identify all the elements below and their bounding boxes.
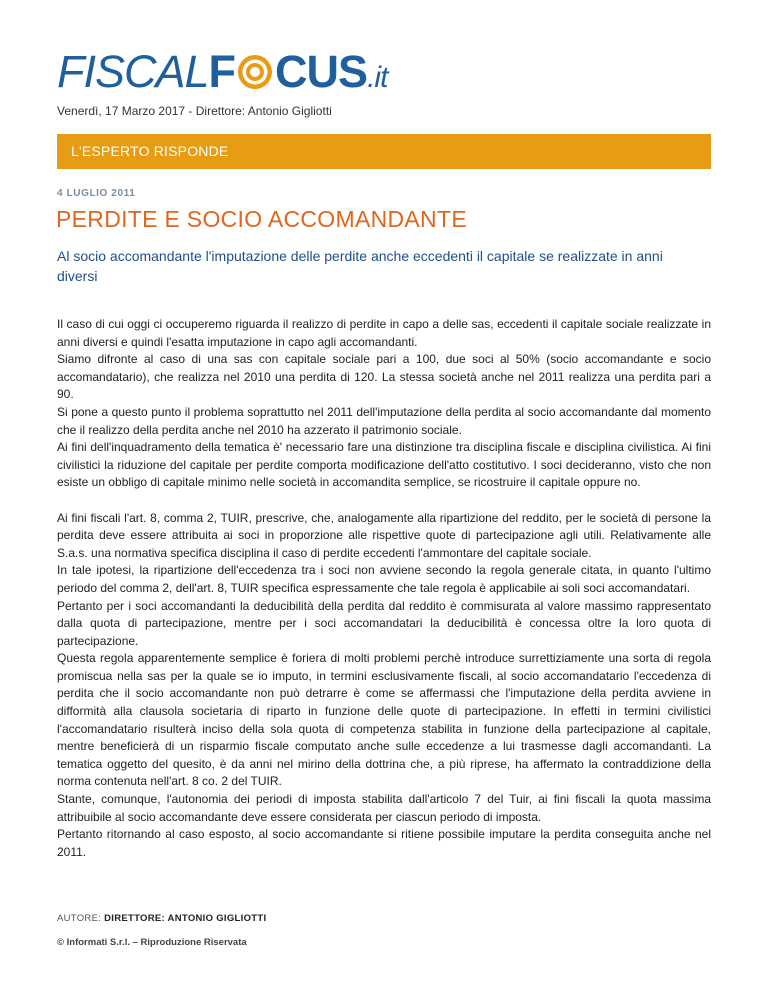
copyright-notice: © Informati S.r.l. – Riproduzione Riservata xyxy=(57,937,247,948)
article-paragraph: In tale ipotesi, la ripartizione dell'eccedenza tra i soci non avviene secondo la regola generale citata, in quanto l'ultimo periodo del comma 2, dell'art. 8, TUIR specifica espressamente che tale regola è applicabile ai soli soci accomandatari. xyxy=(57,563,711,595)
article-paragraph: Ai fini fiscali l'art. 8, comma 2, TUIR, prescrive, che, analogamente alla ripartizione del reddito, per le società di persone la perdita deve essere attribuita ai soci in proporzione alle rispettive quote di partecipazione agli utili. Relativamente alle S.a.s. una normativa specifica disciplina il caso di perdite eccedenti l'ammontare del capitale sociale. xyxy=(57,510,711,560)
fiscalfocus-logo[interactable] xyxy=(57,46,387,96)
article-paragraph: Si pone a questo punto il problema soprattutto nel 2011 dell'imputazione della perdita al socio accomandante dal momento che il realizzo della perdita anche nel 2010 ha azzerato il patrimonio sociale. xyxy=(57,404,711,437)
article-paragraph: Stante, comunque, l'autonomia dei periodi di imposta stabilita dall'articolo 7 del Tuir, ai fini fiscali la quota massima attribuibile al socio accomandante deve essere considerata per ciascun periodo di imposta. xyxy=(57,792,711,824)
dateline: Venerdì, 17 Marzo 2017 - Direttore: Antonio Gigliotti xyxy=(57,104,332,118)
logo-text-it: .it xyxy=(367,61,388,94)
section-banner[interactable] xyxy=(57,134,711,169)
article-paragraph: Questa regola apparentemente semplice è foriera di molti problemi perchè introduce surrettiziamente una sorta di regola promiscua nella sas per la quale se io imputo, in termini esclusivamente fiscali, al socio accomandatario l'eccedenza di perdita che il socio accomandante non può detrarre è come se affermassi che l'imputazione della perdita avviene in difformità alla clausola societaria di riparto in funzione delle quote di partecipazione. In effetti in termini civilistici l'accomandatario risulterà inciso della sola quota di competenza stabilita in funzione della partecipazione al capitale, mentre beneficierà di un risparmio fiscale computato anche sulle eccedenze a lui trasmesse dagli accomandanti. La tematica oggetto del quesito, è da anni nel mirino della dottrina che, a più riprese, ha affermato la contraddizione della norma contenuta nell'art. 8 co. 2 del TUIR. xyxy=(57,651,711,789)
logo-text-f: F xyxy=(208,46,236,97)
logo-text-fiscal: FISCAL xyxy=(57,46,209,97)
logo-text-cus: CUS xyxy=(275,46,368,97)
author-name[interactable]: DIRETTORE: ANTONIO GIGLIOTTI xyxy=(104,913,267,924)
article-author xyxy=(57,913,266,924)
article-paragraph: Siamo difronte al caso di una sas con capitale sociale pari a 100, due soci al 50% (socio accomandante e socio accomandatario), che realizza nel 2010 una perdita di 120. La stessa società anche nel 2011 realizza una perdita pari a 90. xyxy=(57,352,711,402)
article-paragraph: Pertanto per i soci accomandanti la deducibilità della perdita dal reddito è commisurata al valore massimo rappresentato dalla quota di partecipazione, mentre per i soci accomandatari la deducibilità è concessa oltre la loro quota di partecipazione. xyxy=(57,598,711,648)
author-label: AUTORE: xyxy=(57,913,105,924)
article-subtitle: Al socio accomandante l'imputazione delle perdite anche eccedenti il capitale se realizzate in anni diversi xyxy=(57,248,663,284)
section-banner-label: L'ESPERTO RISPONDE xyxy=(71,143,229,159)
article-paragraph: Il caso di cui oggi ci occuperemo riguarda il realizzo di perdite in capo a delle sas, eccedenti il capitale sociale realizzate in anni diversi e quindi l'esatta imputazione in capo agli accomandanti. xyxy=(57,317,711,349)
article-paragraph: Pertanto ritornando al caso esposto, al socio accomandante si ritiene possibile imputare la perdita conseguita anche nel 2011. xyxy=(57,827,711,859)
article-paragraph: Ai fini dell'inquadramento della tematica è' necessario fare una distinzione tra disciplina fiscale e disciplina civilistica. Ai fini civilistici la riduzione del capitale per perdite comporta modificazione dell'atto costitutivo. I soci decideranno, visto che non esiste un obbligo di capitale minimo nelle società in accomandita semplice, se ricostruire il capitale oppure no. xyxy=(57,440,711,490)
logo-focus-o-icon xyxy=(236,53,274,91)
paragraph-gap xyxy=(57,492,711,510)
article-body xyxy=(57,316,711,861)
article-title: PERDITE E SOCIO ACCOMANDANTE xyxy=(56,206,467,232)
article-date: 4 LUGLIO 2011 xyxy=(57,188,136,199)
